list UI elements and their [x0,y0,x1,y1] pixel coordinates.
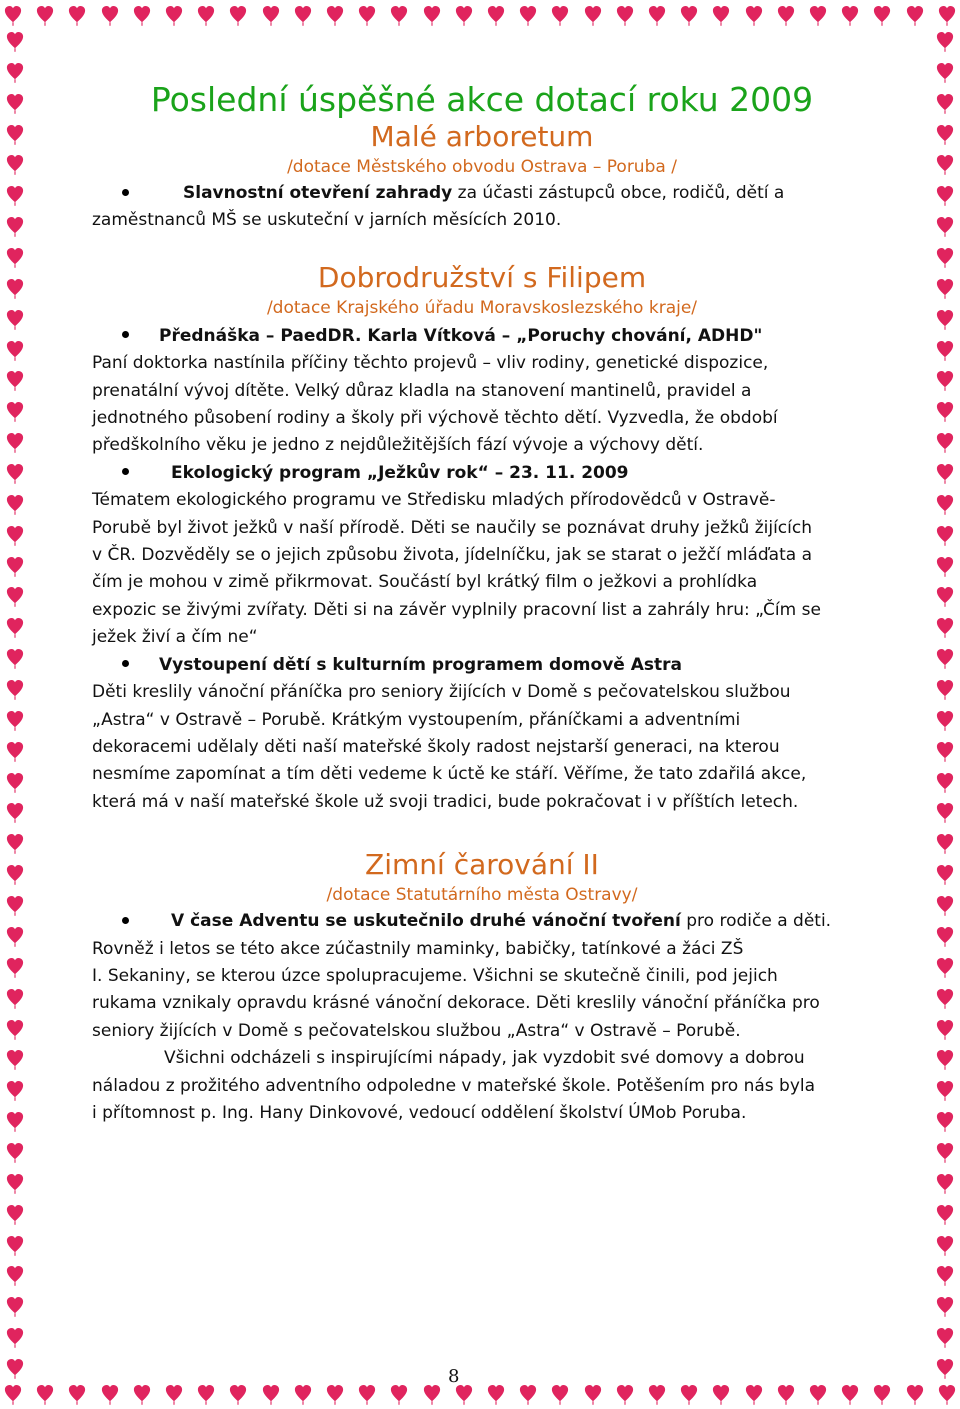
heart-icon [936,215,954,237]
heart-icon [390,1383,408,1405]
heart-icon [936,1172,954,1194]
heart-icon [6,771,24,793]
heart-icon [487,1383,505,1405]
heart-icon [6,1048,24,1070]
paragraph-line: ježek živí a čím ne“ [92,627,258,648]
bullet-item [92,180,872,207]
heart-icon [36,1383,54,1405]
heart-icon [455,4,473,26]
heart-icon [294,4,312,26]
bullet-item [92,908,872,935]
heart-icon [906,1383,924,1405]
heart-icon [936,771,954,793]
bullet-bold-text: Vystoupení dětí s kulturním programem domově Astra [159,654,682,675]
heart-icon [936,493,954,515]
heart-icon [906,4,924,26]
heart-icon [936,1018,954,1040]
heart-border-left [0,30,30,1379]
heart-icon [936,1264,954,1286]
heart-icon [133,1383,151,1405]
heart-icon [936,832,954,854]
heart-border-top [0,0,960,30]
heart-icon [6,585,24,607]
heart-icon [6,925,24,947]
heart-icon [6,832,24,854]
heart-icon [648,4,666,26]
paragraph-line: dekoracemi udělaly děti naší mateřské školy radost nejstarší generaci, na kterou [92,736,780,757]
heart-icon [229,4,247,26]
heart-icon [165,1383,183,1405]
heart-icon [229,1383,247,1405]
heart-icon [294,1383,312,1405]
bullet-bold-text: V čase Adventu se uskutečnilo druhé vánoční tvoření [171,911,681,932]
heart-icon [6,1018,24,1040]
heart-icon [936,801,954,823]
bullet-bold-text: Ekologický program „Ježkův rok“ – 23. 11. 2009 [171,462,629,483]
heart-icon [777,4,795,26]
paragraph-line: čím je mohou v zimě přikrmovat. Součástí byl krátký film o ježkovi a prohlídka [92,572,758,593]
heart-icon [936,555,954,577]
paragraph-line: i přítomnost p. Ing. Hany Dinkovové, vedoucí oddělení školství ÚMob Poruba. [92,1102,747,1123]
heart-icon [584,1383,602,1405]
heart-icon [423,1383,441,1405]
paragraph-line: Všichni odcházeli s inspirujícími nápady, jak vyzdobit své domovy a dobrou [164,1048,805,1069]
paragraph-line: jednotného působení rodiny a školy při výchově těchto dětí. Vyzvedla, že období [92,408,778,429]
heart-icon [165,4,183,26]
page-content [92,70,872,1127]
heart-icon [6,1326,24,1348]
heart-icon [6,616,24,638]
paragraph-line: Děti kreslily vánoční přáníčka pro seniory žijících v Domě s pečovatelskou službou [92,682,791,703]
bullet-item [92,323,872,350]
heart-icon [68,4,86,26]
heart-border-bottom [0,1379,960,1409]
heart-icon [745,1383,763,1405]
paragraph-line: která má v naší mateřské škole už svoji tradici, bude pokračovat i v příštích letech. [92,791,799,812]
paragraph-line: Paní doktorka nastínila příčiny těchto projevů – vliv rodiny, genetické dispozice, [92,353,769,374]
heart-icon [680,4,698,26]
heart-icon [809,1383,827,1405]
heart-icon [6,863,24,885]
heart-icon [936,740,954,762]
heart-icon [6,524,24,546]
bullet-icon [122,917,129,924]
heart-icon [262,4,280,26]
heart-icon [936,400,954,422]
bullet-icon [122,660,129,667]
bullet-icon [122,189,129,196]
heart-icon [6,956,24,978]
heart-icon [936,616,954,638]
heart-icon [936,925,954,947]
section-heading-filip: Dobrodružství s Filipem [317,260,647,294]
bullet-item [92,652,872,679]
heart-icon [6,1234,24,1256]
heart-icon [36,4,54,26]
heart-icon [936,462,954,484]
heart-icon [648,1383,666,1405]
heart-icon [873,4,891,26]
heart-icon [936,92,954,114]
heart-icon [616,4,634,26]
heart-icon [6,1141,24,1163]
bullet-item [92,460,872,487]
heart-icon [936,123,954,145]
paragraph-line: seniory žijících v Domě s pečovatelskou službou „Astra“ v Ostravě – Porubě. [92,1020,741,1041]
paragraph-line: rukama vznikaly opravdu krásné vánoční dekorace. Děti kreslily vánoční přáníčka pro [92,993,820,1014]
heart-icon [197,1383,215,1405]
section-heading-arboretum: Malé arboretum [370,120,594,153]
heart-icon [6,308,24,330]
paragraph-line: v ČR. Dozvěděly se o jejich způsobu života, jídelníčku, jak se starat o ježčí mláďata a [92,545,813,566]
heart-icon [6,801,24,823]
heart-icon [6,1172,24,1194]
heart-icon [358,4,376,26]
heart-icon [936,1141,954,1163]
paragraph-line: zaměstnanců MŠ se uskuteční v jarních měsících 2010. [92,210,562,231]
bullet-bold-text: Slavnostní otevření zahrady [183,183,453,203]
heart-icon [809,4,827,26]
section-subtitle-filip: /dotace Krajského úřadu Moravskoslezského kraje/ [266,297,698,318]
heart-icon [6,1110,24,1132]
heart-icon [358,1383,376,1405]
paragraph-line: nesmíme zapomínat a tím děti vedeme k úctě ke stáří. Věříme, že tato zdařilá akce, [92,764,807,785]
heart-icon [936,246,954,268]
heart-icon [936,1048,954,1070]
heart-icon [390,4,408,26]
heart-icon [712,4,730,26]
heart-icon [487,4,505,26]
heart-icon [101,4,119,26]
heart-icon [6,246,24,268]
heart-icon [6,987,24,1009]
heart-icon [4,1383,22,1405]
heart-icon [6,30,24,52]
heart-icon [936,1203,954,1225]
heart-icon [6,1295,24,1317]
paragraph-line: prenatální vývoj dítěte. Velký důraz kladla na stanovení mantinelů, pravidel a [92,380,752,401]
heart-icon [326,4,344,26]
heart-icon [6,1203,24,1225]
paragraph-line: Tématem ekologického programu ve Středisku mladých přírodovědců v Ostravě- [92,490,776,511]
heart-icon [841,1383,859,1405]
heart-icon [6,555,24,577]
heart-icon [6,493,24,515]
heart-icon [680,1383,698,1405]
heart-icon [262,1383,280,1405]
heart-icon [936,894,954,916]
paragraph-line: náladou z prožitého adventního odpoledne v mateřské škole. Potěšením pro nás byla [92,1075,816,1096]
heart-icon [712,1383,730,1405]
paragraph-line: I. Sekaniny, se kterou úzce spolupracujeme. Všichni se skutečně činili, pod jejich [92,965,778,986]
heart-icon [6,339,24,361]
heart-icon [101,1383,119,1405]
bullet-icon [122,331,129,338]
heart-icon [6,61,24,83]
page-number: 8 [448,1366,460,1387]
heart-icon [133,4,151,26]
heart-icon [936,61,954,83]
heart-icon [68,1383,86,1405]
heart-icon [936,1295,954,1317]
heart-icon [6,215,24,237]
section-heading-zimni: Zimní čarování II [365,848,599,882]
bullet-icon [122,468,129,475]
bullet-text: za účasti zástupců obce, rodičů, dětí a [452,183,785,203]
heart-icon [551,1383,569,1405]
heart-icon [873,1383,891,1405]
heart-icon [936,277,954,299]
heart-icon [936,308,954,330]
heart-icon [6,740,24,762]
heart-icon [936,1234,954,1256]
heart-icon [6,400,24,422]
heart-icon [936,1079,954,1101]
heart-icon [936,153,954,175]
heart-border-right [930,30,960,1379]
heart-icon [6,184,24,206]
heart-icon [584,4,602,26]
heart-icon [6,462,24,484]
page-title: Poslední úspěšné akce dotací roku 2009 [150,80,814,119]
heart-icon [936,863,954,885]
heart-icon [519,1383,537,1405]
heart-icon [6,1079,24,1101]
heart-icon [936,1110,954,1132]
heart-icon [936,678,954,700]
heart-icon [6,277,24,299]
heart-icon [6,92,24,114]
heart-icon [423,4,441,26]
heart-icon [6,153,24,175]
heart-icon [6,894,24,916]
heart-icon [936,1326,954,1348]
heart-icon [6,647,24,669]
heart-icon [936,647,954,669]
heart-icon [936,30,954,52]
heart-icon [6,1264,24,1286]
bullet-bold-text: Přednáška – PaedDR. Karla Vítková – „Poruchy chování, ADHD" [159,325,763,346]
heart-icon [197,4,215,26]
heart-icon [936,709,954,731]
bullet-text: pro rodiče a děti. [680,911,832,932]
paragraph-line: Porubě byl život ježků v naší přírodě. Děti se naučily se poznávat druhy ježků žijících [92,517,812,538]
heart-icon [938,4,956,26]
heart-icon [936,431,954,453]
heart-icon [6,431,24,453]
heart-icon [777,1383,795,1405]
heart-icon [936,1357,954,1379]
heart-icon [936,585,954,607]
paragraph-line: Rovněž i letos se této akce zúčastnily maminky, babičky, tatínkové a žáci ZŠ [92,938,744,959]
heart-icon [6,678,24,700]
heart-icon [6,369,24,391]
section-subtitle-zimni: /dotace Statutárního města Ostravy/ [326,885,638,906]
heart-icon [616,1383,634,1405]
heart-icon [6,1357,24,1379]
heart-icon [936,184,954,206]
heart-icon [936,369,954,391]
section-subtitle-arboretum: /dotace Městského obvodu Ostrava – Poruba / [287,157,677,177]
heart-icon [936,956,954,978]
heart-icon [6,709,24,731]
heart-icon [551,4,569,26]
paragraph-line: „Astra“ v Ostravě – Porubě. Krátkým vystoupením, přáníčkami a adventními [92,709,741,730]
heart-icon [326,1383,344,1405]
heart-icon [4,4,22,26]
paragraph-line: předškolního věku je jedno z nejdůležitějších fází vývoje a výchovy dětí. [92,435,704,456]
heart-icon [519,4,537,26]
heart-icon [6,123,24,145]
paragraph-line: expozic se živými zvířaty. Děti si na závěr vyplnily pracovní list a zahrály hru: „Čím se [92,599,821,620]
heart-icon [936,987,954,1009]
heart-icon [745,4,763,26]
heart-icon [841,4,859,26]
heart-icon [936,524,954,546]
heart-icon [936,339,954,361]
heart-icon [938,1383,956,1405]
